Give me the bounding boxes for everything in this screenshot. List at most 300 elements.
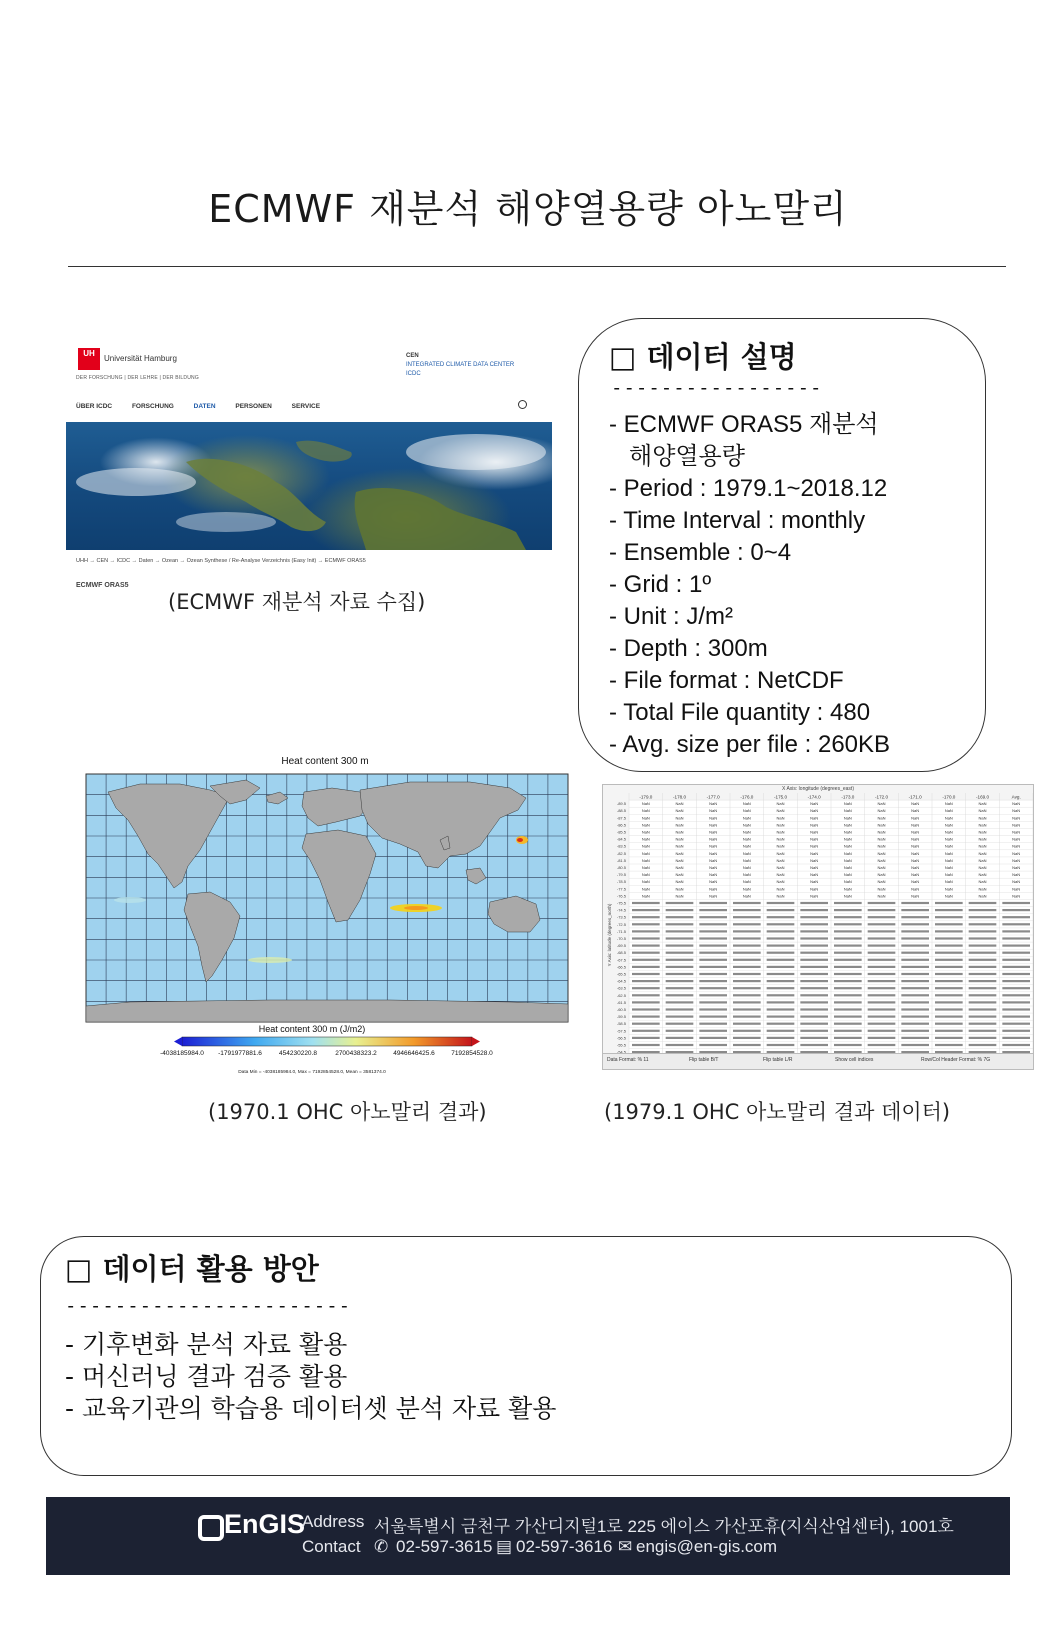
table-cell-value	[632, 930, 660, 932]
table-cell-value	[699, 1023, 727, 1025]
header-format-select[interactable]: Row/Col Header Format: % 7G	[921, 1057, 991, 1063]
table-cell-value	[969, 1030, 997, 1032]
table-column-header: -176.0	[740, 794, 754, 800]
table-cell: NaN	[1012, 843, 1021, 849]
table-cell-value	[935, 1001, 963, 1003]
colorbar-tick-label: -1791977881.6	[218, 1050, 262, 1057]
table-cell-value	[733, 1008, 761, 1010]
table-cell-value	[767, 945, 795, 947]
table-cell-value	[666, 980, 694, 982]
table-cell-value	[632, 952, 660, 954]
description-item: - Unit : J/m²	[609, 603, 733, 630]
table-column-header: -177.0	[706, 794, 720, 800]
table-cell-value	[767, 1016, 795, 1018]
table-cell: NaN	[709, 886, 718, 892]
table-cell: NaN	[944, 836, 953, 842]
table-cell: NaN	[675, 879, 684, 885]
table-cell-value	[699, 1037, 727, 1039]
table-cell: NaN	[709, 879, 718, 885]
table-cell: NaN	[843, 836, 852, 842]
table-cell: NaN	[911, 886, 920, 892]
table-cell-value	[1002, 902, 1030, 904]
table-cell-value	[733, 952, 761, 954]
table-cell: NaN	[641, 815, 650, 821]
table-cell: NaN	[641, 829, 650, 835]
table-cell: NaN	[776, 829, 785, 835]
table-row-header: -75.5	[616, 900, 626, 906]
table-cell-value	[901, 1023, 929, 1025]
colorbar-tick-label: 7192854528.0	[451, 1050, 493, 1057]
table-cell-value	[868, 1037, 896, 1039]
table-cell-value	[935, 937, 963, 939]
table-cell-value	[666, 966, 694, 968]
table-cell: NaN	[1012, 815, 1021, 821]
nav-item-daten[interactable]: DATEN	[193, 403, 216, 410]
center-abbr: ICDC	[406, 371, 421, 377]
table-cell-value	[901, 945, 929, 947]
table-row-header: -76.5	[616, 893, 626, 899]
table-cell-value	[699, 952, 727, 954]
site-nav	[76, 403, 338, 410]
table-cell-value	[666, 1001, 694, 1003]
table-y-axis-title: Y Axis: latitude (degrees_north)	[607, 903, 612, 967]
table-cell-value	[767, 937, 795, 939]
colorbar-tick-label: 4946646425.6	[393, 1050, 435, 1057]
table-cell: NaN	[944, 872, 953, 878]
table-axis-title: X Axis: longitude (degrees_east)	[782, 786, 854, 792]
table-cell-value	[733, 923, 761, 925]
table-row-header: -78.5	[616, 879, 626, 885]
table-cell-value	[834, 973, 862, 975]
table-cell-value	[1002, 930, 1030, 932]
table-cell-value	[969, 959, 997, 961]
table-cell: NaN	[742, 808, 751, 814]
table-cell-value	[901, 959, 929, 961]
table-cell: NaN	[776, 857, 785, 863]
usage-heading: □ 데이터 활용 방안	[65, 1252, 319, 1286]
show-cell-indices-checkbox[interactable]: Show cell indices	[835, 1057, 874, 1063]
search-icon[interactable]	[518, 400, 527, 409]
table-column-header: -174.0	[807, 794, 821, 800]
table-cell-value	[666, 937, 694, 939]
table-cell-value	[767, 959, 795, 961]
table-cell-value	[733, 1001, 761, 1003]
icdc-website-screenshot	[66, 348, 552, 596]
table-cell-value	[632, 902, 660, 904]
table-cell: NaN	[843, 843, 852, 849]
table-row-header: -57.5	[616, 1028, 626, 1034]
table-cell-value	[901, 952, 929, 954]
table-cell-value	[969, 902, 997, 904]
table-row-header: -72.5	[616, 921, 626, 927]
table-cell-value	[868, 930, 896, 932]
table-cell: NaN	[877, 829, 886, 835]
table-cell: NaN	[776, 879, 785, 885]
table-cell: NaN	[944, 893, 953, 899]
table-row-header: -88.5	[616, 808, 626, 814]
table-cell: NaN	[742, 822, 751, 828]
table-cell: NaN	[911, 872, 920, 878]
table-cell: NaN	[1012, 836, 1021, 842]
table-cell: NaN	[810, 879, 819, 885]
table-cell-value	[868, 1044, 896, 1046]
table-cell-value	[834, 1008, 862, 1010]
table-cell: NaN	[675, 893, 684, 899]
table-cell: NaN	[641, 843, 650, 849]
table-cell: NaN	[843, 886, 852, 892]
email-address: engis@en-gis.com	[636, 1537, 778, 1556]
table-cell-value	[834, 909, 862, 911]
table-cell-value	[632, 1001, 660, 1003]
table-column-header: -178.0	[672, 794, 687, 800]
table-cell: NaN	[742, 836, 751, 842]
table-cell-value	[868, 959, 896, 961]
table-cell-value	[969, 966, 997, 968]
table-cell-value	[935, 1008, 963, 1010]
table-cell-value	[868, 966, 896, 968]
table-cell: NaN	[709, 836, 718, 842]
table-column-header: -173.0	[841, 794, 855, 800]
table-cell: NaN	[810, 801, 819, 807]
table-cell: NaN	[911, 836, 920, 842]
table-cell: NaN	[675, 801, 684, 807]
table-cell-value	[901, 930, 929, 932]
table-cell-value	[1002, 937, 1030, 939]
table-cell: NaN	[978, 829, 987, 835]
table-cell: NaN	[1012, 872, 1021, 878]
table-cell: NaN	[911, 857, 920, 863]
dataset-name: ECMWF ORAS5	[76, 582, 129, 589]
table-cell-value	[800, 916, 828, 918]
table-cell-value	[1002, 987, 1030, 989]
description-list	[609, 409, 890, 761]
table-cell-value	[969, 930, 997, 932]
table-cell: NaN	[877, 865, 886, 870]
table-cell-value	[632, 1008, 660, 1010]
colorbar-label: Heat content 300 m (J/m2)	[258, 1024, 366, 1034]
table-cell-value	[1002, 923, 1030, 925]
center-name: INTEGRATED CLIMATE DATA CENTER	[406, 362, 515, 368]
table-cell: NaN	[1012, 865, 1021, 870]
table-cell-value	[632, 966, 660, 968]
table-cell-value	[800, 987, 828, 989]
title-divider	[68, 266, 1006, 267]
table-cell: NaN	[911, 815, 920, 821]
table-cell-value	[733, 909, 761, 911]
table-cell: NaN	[641, 886, 650, 892]
table-cell-value	[632, 909, 660, 911]
table-cell-value	[800, 980, 828, 982]
description-item: - Time Interval : monthly	[609, 507, 866, 534]
table-cell-value	[699, 1030, 727, 1032]
description-item: - Avg. size per file : 260KB	[609, 731, 891, 758]
table-cell-value	[868, 937, 896, 939]
table-cell-value	[767, 987, 795, 989]
table-cell: NaN	[877, 822, 886, 828]
table-cell: NaN	[1012, 893, 1021, 899]
table-cell: NaN	[978, 815, 987, 821]
table-cell: NaN	[1012, 886, 1021, 892]
table-cell-value	[834, 1037, 862, 1039]
table-cell-value	[834, 966, 862, 968]
table-cell-value	[733, 930, 761, 932]
table-cell-value	[969, 952, 997, 954]
table-column-header: -172.0	[874, 794, 889, 800]
table-row-header: -61.5	[616, 999, 626, 1005]
nav-item-service[interactable]: SERVICE	[291, 403, 321, 410]
table-cell-value	[868, 973, 896, 975]
table-cell-value	[969, 937, 997, 939]
table-cell-value	[666, 987, 694, 989]
table-cell-value	[935, 1030, 963, 1032]
table-cell-value	[767, 923, 795, 925]
table-cell: NaN	[944, 857, 953, 863]
table-cell-value	[901, 1030, 929, 1032]
table-cell: NaN	[978, 836, 987, 842]
table-cell-value	[733, 980, 761, 982]
table-cell-value	[834, 916, 862, 918]
table-cell: NaN	[978, 886, 987, 892]
table-cell-value	[666, 1037, 694, 1039]
table-cell: NaN	[1012, 829, 1021, 835]
address-label: Address	[302, 1512, 365, 1531]
table-cell: NaN	[641, 865, 650, 870]
table-cell: NaN	[1012, 857, 1021, 863]
table-cell-value	[969, 1001, 997, 1003]
table-row-header: -60.5	[616, 1007, 626, 1012]
table-cell: NaN	[709, 850, 718, 856]
flip-lr-checkbox[interactable]: Flip table L/R	[763, 1057, 793, 1063]
table-cell-value	[666, 1023, 694, 1025]
table-cell-value	[1002, 959, 1030, 961]
table-cell: NaN	[742, 893, 751, 899]
table-cell-value	[800, 1037, 828, 1039]
table-cell-value	[666, 909, 694, 911]
table-cell: NaN	[675, 872, 684, 878]
figure-title: Heat content 300 m	[281, 756, 369, 767]
table-cell: NaN	[843, 850, 852, 856]
table-cell-value	[901, 1016, 929, 1018]
table-cell: NaN	[776, 822, 785, 828]
table-row-header: -81.5	[616, 857, 626, 863]
table-cell-value	[699, 909, 727, 911]
table-cell: NaN	[675, 850, 684, 856]
table-cell-value	[1002, 1037, 1030, 1039]
table-cell-value	[767, 1030, 795, 1032]
table-cell: NaN	[742, 801, 751, 807]
table-cell-value	[767, 966, 795, 968]
table-cell: NaN	[911, 879, 920, 885]
table-cell-value	[834, 937, 862, 939]
table-row-header: -74.5	[616, 907, 626, 913]
table-cell-value	[800, 945, 828, 947]
table-cell-value	[800, 1008, 828, 1010]
email-icon: ✉	[618, 1537, 633, 1556]
table-cell: NaN	[978, 843, 987, 849]
data-grid	[603, 785, 1033, 1053]
table-cell-value	[666, 923, 694, 925]
table-cell-value	[733, 1044, 761, 1046]
table-row-header: -82.5	[616, 850, 626, 856]
nav-item-forschung[interactable]: FORSCHUNG	[131, 403, 174, 410]
table-cell-value	[699, 966, 727, 968]
table-cell: NaN	[776, 893, 785, 899]
table-cell: NaN	[742, 850, 751, 856]
description-item: - File format : NetCDF	[609, 667, 844, 694]
table-cell-value	[666, 902, 694, 904]
table-cell-value	[935, 973, 963, 975]
data-table-screenshot	[602, 784, 1034, 1070]
table-cell-value	[868, 945, 896, 947]
table-cell-value	[800, 959, 828, 961]
table-cell: NaN	[843, 893, 852, 899]
table-cell-value	[632, 994, 660, 996]
table-cell: NaN	[742, 857, 751, 863]
data-format-select[interactable]: Data Format: % 11	[607, 1057, 649, 1063]
table-cell: NaN	[944, 879, 953, 885]
table-column-header: -171.0	[908, 794, 922, 800]
table-cell-value	[733, 937, 761, 939]
table-cell-value	[767, 994, 795, 996]
table-cell-value	[1002, 945, 1030, 947]
table-cell: NaN	[742, 865, 751, 870]
table-cell-value	[699, 987, 727, 989]
table-cell: NaN	[978, 857, 987, 863]
data-description-box	[578, 318, 986, 772]
description-item: - Grid : 1º	[609, 571, 712, 598]
table-cell: NaN	[742, 886, 751, 892]
table-cell-value	[1002, 1023, 1030, 1025]
table-cell-value	[868, 909, 896, 911]
table-row-header: -65.5	[616, 971, 626, 977]
table-row-header: -66.5	[616, 964, 626, 970]
table-cell: NaN	[944, 850, 953, 856]
table-cell-value	[935, 945, 963, 947]
table-cell-value	[733, 1037, 761, 1039]
table-cell-value	[800, 973, 828, 975]
table-cell-value	[901, 923, 929, 925]
table-cell: NaN	[675, 815, 684, 821]
table-cell: NaN	[641, 893, 650, 899]
table-cell-value	[800, 966, 828, 968]
table-cell: NaN	[978, 879, 987, 885]
table-cell: NaN	[742, 829, 751, 835]
table-cell: NaN	[911, 893, 920, 899]
table-cell-value	[901, 1001, 929, 1003]
table-cell-value	[834, 959, 862, 961]
table-cell-value	[767, 916, 795, 918]
heat-content-figure	[70, 756, 580, 1096]
table-cell: NaN	[776, 872, 785, 878]
usage-item: - 기후변화 분석 자료 활용	[65, 1330, 348, 1359]
table-row-header: -84.5	[616, 836, 626, 842]
description-item: - Total File quantity : 480	[609, 699, 871, 726]
table-cell-value	[666, 952, 694, 954]
table-cell-value	[800, 1023, 828, 1025]
table-cell-value	[666, 1008, 694, 1010]
table-cell-value	[834, 945, 862, 947]
table-row-header: -55.5	[616, 1042, 626, 1048]
fax-icon: ▤	[496, 1537, 513, 1556]
table-cell-value	[901, 937, 929, 939]
table-cell: NaN	[641, 822, 650, 828]
table-row-header: -54.5	[616, 1049, 626, 1053]
table-cell-value	[733, 987, 761, 989]
table-cell-value	[935, 952, 963, 954]
table-cell: NaN	[1012, 801, 1021, 807]
table-cell: NaN	[877, 857, 886, 863]
table-cell-value	[935, 994, 963, 996]
nav-item-personen[interactable]: PERSONEN	[235, 403, 272, 410]
table-cell: NaN	[641, 836, 650, 842]
table-cell-value	[699, 930, 727, 932]
table-cell-value	[767, 930, 795, 932]
table-cell: NaN	[810, 843, 819, 849]
flip-bt-checkbox[interactable]: Flip table B/T	[689, 1057, 719, 1063]
table-cell-value	[935, 980, 963, 982]
table-cell: NaN	[877, 843, 886, 849]
table-cell-value	[632, 1016, 660, 1018]
table-cell: NaN	[877, 886, 886, 892]
table-cell: NaN	[709, 815, 718, 821]
table-cell-value	[868, 923, 896, 925]
table-cell: NaN	[911, 801, 920, 807]
table-cell: NaN	[877, 801, 886, 807]
table-row-header: -59.5	[616, 1014, 626, 1020]
table-cell-value	[868, 1030, 896, 1032]
phone-icon: ✆	[374, 1537, 389, 1556]
table-cell-value	[969, 994, 997, 996]
table-cell: NaN	[843, 879, 852, 885]
table-cell: NaN	[641, 857, 650, 863]
table-cell: NaN	[911, 808, 920, 814]
table-cell-value	[901, 966, 929, 968]
table-cell: NaN	[911, 829, 920, 835]
table-cell: NaN	[810, 850, 819, 856]
table-cell-value	[834, 1016, 862, 1018]
table-cell: NaN	[776, 843, 785, 849]
table-cell: NaN	[978, 822, 987, 828]
nav-item-ueber[interactable]: ÜBER ICDC	[76, 403, 113, 410]
table-cell-value	[868, 952, 896, 954]
table-cell-value	[834, 930, 862, 932]
table-cell: NaN	[776, 865, 785, 870]
table-cell: NaN	[776, 836, 785, 842]
table-cell: NaN	[776, 808, 785, 814]
table-cell: NaN	[911, 865, 920, 870]
map-stats: Data Min = -4038185984.0, Max = 7192854528.0, Mean = 3581374.0	[238, 1070, 386, 1075]
table-row-header: -68.5	[616, 950, 626, 956]
table-cell-value	[699, 923, 727, 925]
table-cell-value	[699, 937, 727, 939]
table-cell-value	[935, 1023, 963, 1025]
colorbar-tick-label: 454230220.8	[279, 1050, 317, 1057]
table-cell-value	[935, 916, 963, 918]
colorbar-high-arrow	[472, 1037, 480, 1046]
table-cell-value	[767, 1023, 795, 1025]
table-cell: NaN	[776, 850, 785, 856]
table-cell-value	[834, 1044, 862, 1046]
table-cell-value	[969, 1037, 997, 1039]
table-cell-value	[901, 902, 929, 904]
table-row-header: -64.5	[616, 978, 626, 984]
table-cell: NaN	[944, 808, 953, 814]
table-cell-value	[733, 994, 761, 996]
table-cell: NaN	[675, 857, 684, 863]
table-row-header: -89.5	[616, 801, 626, 807]
table-cell: NaN	[843, 801, 852, 807]
table-cell-value	[767, 902, 795, 904]
